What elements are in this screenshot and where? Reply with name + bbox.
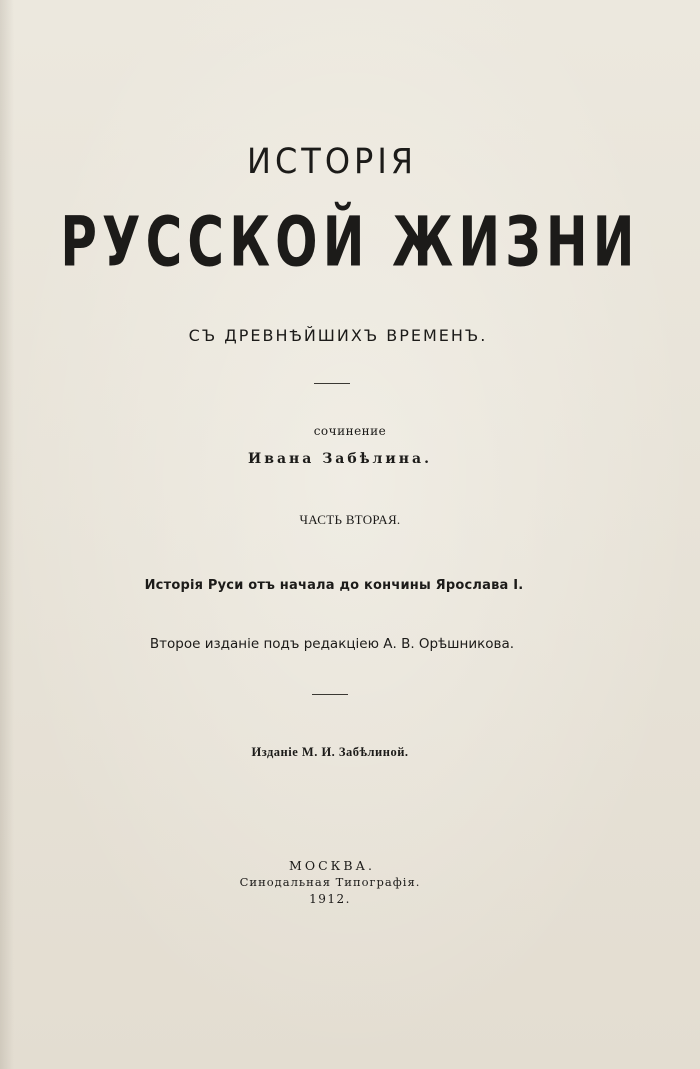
- title-line-1: ИСТОРІЯ: [247, 140, 417, 182]
- title-line-2: РУССКОЙ ЖИЗНИ: [60, 201, 640, 283]
- part-title: Исторія Руси отъ начала до кончины Ярослава I.: [144, 578, 524, 593]
- publisher: Изданіе М. И. Забѣлиной.: [251, 745, 409, 759]
- divider-rule: [312, 694, 348, 695]
- author-name: Ивана Забѣлина.: [247, 451, 432, 467]
- subtitle: СЪ ДРЕВНѢЙШИХЪ ВРЕМЕНЪ.: [188, 326, 488, 345]
- imprint-city: МОСКВА.: [289, 858, 375, 873]
- divider-rule: [314, 383, 350, 384]
- imprint-year: 1912.: [309, 892, 351, 906]
- part-number: ЧАСТЬ ВТОРАЯ.: [299, 512, 401, 527]
- edition-note: Второе изданіе подъ редакціею А. В. Орѣшникова.: [149, 636, 515, 652]
- author-label: сочинение: [313, 424, 387, 438]
- imprint-printer: Синодальная Типографія.: [239, 875, 421, 889]
